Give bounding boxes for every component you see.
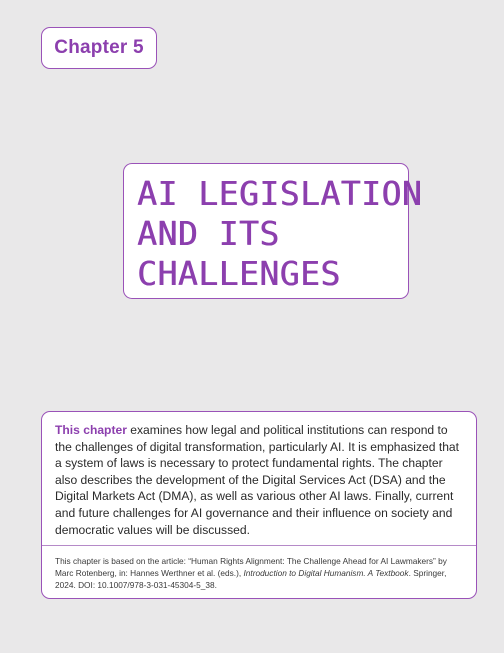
abstract-lead: This chapter <box>55 423 127 437</box>
chapter-badge <box>41 27 157 69</box>
source-note-book-title: Introduction to Digital Humanism. A Textbook <box>243 568 409 578</box>
chapter-title-line-1: AI LEGISLATION <box>137 174 423 213</box>
chapter-label: Chapter 5 <box>54 37 144 58</box>
chapter-title-line-2: AND ITS <box>137 214 280 253</box>
source-note <box>42 546 476 591</box>
source-note-suffix: . Springer, 2024. DOI: 10.1007/978-3-031-45304-5_38. <box>55 568 447 590</box>
abstract-box <box>41 411 477 599</box>
abstract-paragraph <box>42 412 476 545</box>
chapter-title-line-3: CHALLENGES <box>137 254 341 293</box>
chapter-title-box <box>123 163 423 299</box>
abstract-body: examines how legal and political institutions can respond to the challenges of digital transformation, particularly AI. It is emphasized that a system of laws is necessary to protect fundamental rights. The chapter also describes the development of the Digital Services Act (DSA) and the Digital Markets Act (DMA), as well as various other AI laws. Finally, current and future challenges for AI governance and their influence on society and democratic values will be discussed. <box>55 423 460 537</box>
source-note-prefix: This chapter is based on the article: “Human Rights Alignment: The Challenge Ahead for AI Lawmakers” by Marc Rotenberg, in: Hannes Werthner et al. (eds.), <box>55 556 447 578</box>
